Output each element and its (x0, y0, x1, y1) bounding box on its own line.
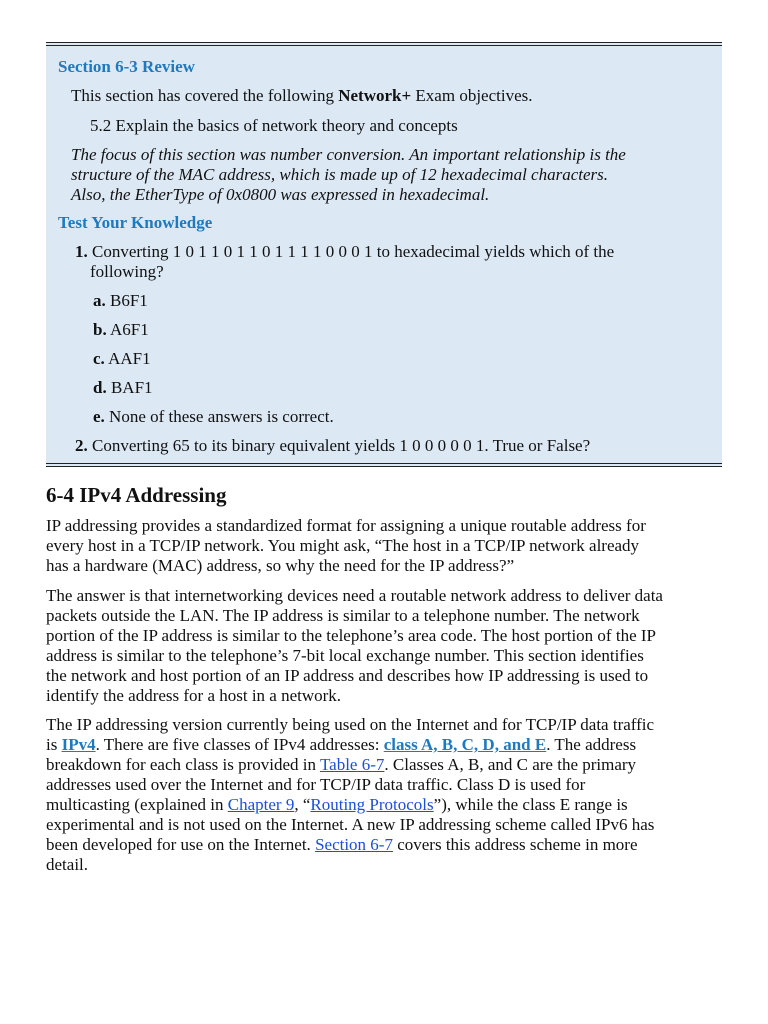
question-1 (75, 242, 614, 262)
paragraph-line: packets outside the LAN. The IP address is similar to a telephone number. The network (46, 606, 640, 625)
review-intro-text: This section has covered the following (71, 86, 339, 105)
paragraph-line (46, 755, 726, 775)
question-2 (75, 436, 590, 456)
option-letter: a. (93, 291, 106, 310)
paragraph-line: portion of the IP address is similar to the telephone’s area code. The host portion of the IP (46, 626, 656, 645)
paragraph-line: experimental and is not used on the Internet. A new IP addressing scheme called IPv6 has (46, 815, 655, 834)
table-6-7-link[interactable]: Table 6-7 (319, 755, 385, 774)
paragraph-line: The answer is that internetworking devices need a routable network address to deliver data (46, 586, 663, 605)
answer-option-d (93, 378, 153, 398)
paragraph-line: addresses used over the Internet and for TCP/IP data traffic. Class D is used for (46, 775, 586, 794)
section-6-7-link[interactable]: Section 6-7 (315, 835, 393, 854)
paragraph-2 (46, 586, 726, 706)
option-text: B6F1 (105, 291, 148, 310)
section-heading: 6-4 IPv4 Addressing (46, 483, 227, 507)
review-intro-end: Exam objectives. (411, 86, 533, 105)
focus-line: The focus of this section was number conversion. An important relationship is the (71, 145, 626, 164)
option-letter: e. (93, 407, 105, 426)
address-classes-link[interactable]: class A, B, C, D, and E (383, 735, 547, 754)
option-letter: c. (93, 349, 105, 368)
answer-option-a (93, 291, 148, 311)
paragraph-line: has a hardware (MAC) address, so why the need for the IP address?” (46, 556, 515, 575)
test-knowledge-title: Test Your Knowledge (58, 213, 213, 232)
paragraph-line (46, 835, 726, 855)
question-number: 2. (75, 436, 88, 455)
focus-line: structure of the MAC address, which is made up of 12 hexadecimal characters. (71, 165, 608, 184)
answer-option-c (93, 349, 151, 369)
chapter-9-link[interactable]: Chapter 9 (227, 795, 295, 814)
question-number: 1. (75, 242, 88, 261)
text: is (46, 735, 62, 754)
text: . There are five classes of IPv4 addresses: (95, 735, 384, 754)
exam-objective: 5.2 Explain the basics of network theory and concepts (90, 116, 458, 135)
paragraph-3 (46, 715, 726, 875)
option-text: A6F1 (106, 320, 149, 339)
text: multicasting (explained in (46, 795, 228, 814)
paragraph-line: address is similar to the telephone’s 7-bit local exchange number. This section identifies (46, 646, 644, 665)
text: ”), while the class E range is (433, 795, 628, 814)
review-intro (71, 86, 533, 106)
paragraph-line: every host in a TCP/IP network. You might ask, “The host in a TCP/IP network already (46, 536, 640, 555)
text: covers this address scheme in more (392, 835, 638, 854)
section-review-box (46, 42, 722, 467)
routing-protocols-link[interactable]: Routing Protocols (310, 795, 434, 814)
option-letter: b. (93, 320, 107, 339)
option-text: BAF1 (106, 378, 153, 397)
paragraph-1 (46, 516, 726, 576)
option-letter: d. (93, 378, 107, 397)
paragraph-line (46, 795, 726, 815)
focus-line: Also, the EtherType of 0x0800 was expressed in hexadecimal. (71, 185, 490, 204)
text: , “ (294, 795, 311, 814)
paragraph-line: IP addressing provides a standardized format for assigning a unique routable address for (46, 516, 646, 535)
paragraph-line: the network and host portion of an IP address and describes how IP addressing is used to (46, 666, 649, 685)
paragraph-line: identify the address for a host in a network. (46, 686, 342, 705)
paragraph-line: detail. (46, 855, 89, 874)
question-text: Converting 1 0 1 1 0 1 1 0 1 1 1 1 0 0 0 1 to hexadecimal yields which of the (87, 242, 615, 261)
question-text: Converting 65 to its binary equivalent yields 1 0 0 0 0 0 1. True or False? (87, 436, 591, 455)
paragraph-line: The IP addressing version currently being used on the Internet and for TCP/IP data traffic (46, 715, 655, 734)
text: breakdown for each class is provided in (46, 755, 320, 774)
ipv4-link[interactable]: IPv4 (61, 735, 96, 754)
option-text: None of these answers is correct. (104, 407, 334, 426)
text: . The address (546, 735, 637, 754)
answer-option-e (93, 407, 334, 427)
text: . Classes A, B, and C are the primary (384, 755, 637, 774)
review-title: Section 6-3 Review (58, 57, 195, 76)
paragraph-line (46, 735, 726, 755)
review-intro-bold: Network+ (338, 86, 412, 105)
answer-option-b (93, 320, 149, 340)
option-text: AAF1 (104, 349, 151, 368)
text: been developed for use on the Internet. (46, 835, 316, 854)
question-1-continued: following? (90, 262, 164, 281)
